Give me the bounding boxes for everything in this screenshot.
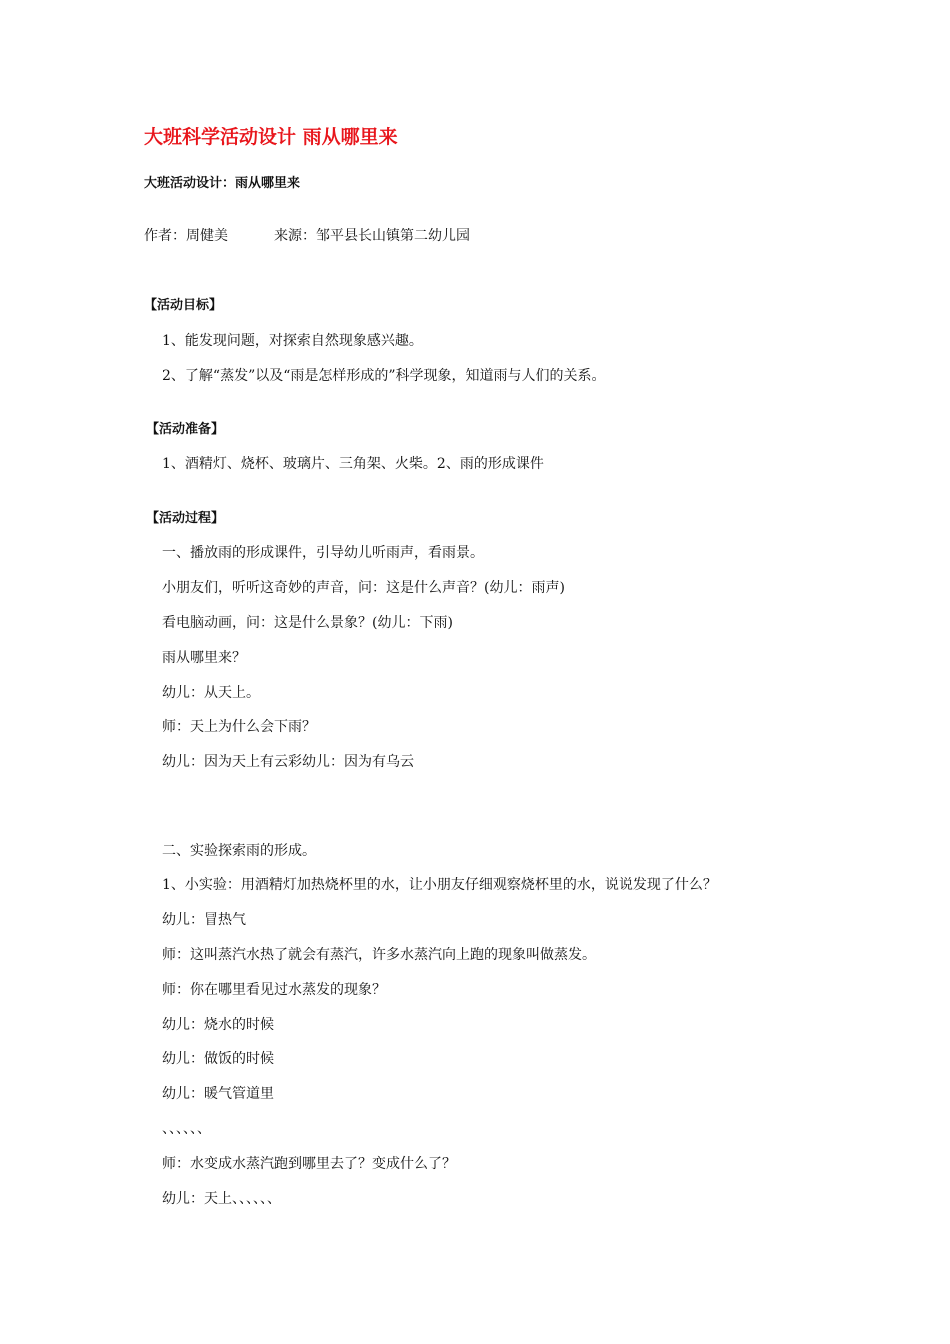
process-line: 幼儿：做饭的时候 [162,1051,274,1067]
preparation-item-1: 1、酒精灯、烧杯、玻璃片、三角架、火柴。2、雨的形成课件 [162,456,544,472]
author-source-row [144,227,470,245]
process-line: 师：水变成水蒸汽跑到哪里去了？变成什么了？ [162,1156,456,1172]
process-line: 幼儿：冒热气 [162,912,246,928]
process-line: 师：你在哪里看见过水蒸发的现象？ [162,982,386,998]
process-line: 一、播放雨的形成课件，引导幼儿听雨声，看雨景。 [162,545,484,561]
process-line: 小朋友们，听听这奇妙的声音，问：这是什么声音？(幼儿：雨声) [162,580,565,596]
process-line: 师：这叫蒸汽水热了就会有蒸汽，许多水蒸汽向上跑的现象叫做蒸发。 [162,947,596,963]
process-line: 幼儿：从天上。 [162,685,260,701]
process-line: 幼儿：烧水的时候 [162,1017,274,1033]
preparation-heading: 【活动准备】 [146,422,225,437]
document-subtitle: 大班活动设计：雨从哪里来 [144,176,301,191]
process-line: 幼儿：暖气管道里 [162,1086,274,1102]
process-line: 看电脑动画，问：这是什么景象？(幼儿：下雨) [162,615,453,631]
process-line: 1、小实验：用酒精灯加热烧杯里的水，让小朋友仔细观察烧杯里的水，说说发现了什么？ [162,877,717,893]
process-line: 师：天上为什么会下雨？ [162,719,316,735]
process-line: 、、、、、、 [162,1121,211,1137]
goals-heading: 【活动目标】 [144,298,223,313]
process-line: 二、实验探索雨的形成。 [162,843,316,859]
process-heading: 【活动过程】 [146,511,225,526]
source-text: 来源：邹平县长山镇第二幼儿园 [274,228,470,244]
process-line: 幼儿：因为天上有云彩幼儿：因为有乌云 [162,754,414,770]
document-title: 大班科学活动设计 雨从哪里来 [144,126,398,148]
process-line: 幼儿：天上、、、、、、 [162,1191,281,1207]
goal-item-1: 1、能发现问题，对探索自然现象感兴趣。 [162,333,423,349]
process-line: 雨从哪里来？ [162,650,246,666]
author-text: 作者：周健美 [144,228,228,244]
goal-item-2: 2、了解“蒸发”以及“雨是怎样形成的”科学现象，知道雨与人们的关系。 [162,368,606,384]
